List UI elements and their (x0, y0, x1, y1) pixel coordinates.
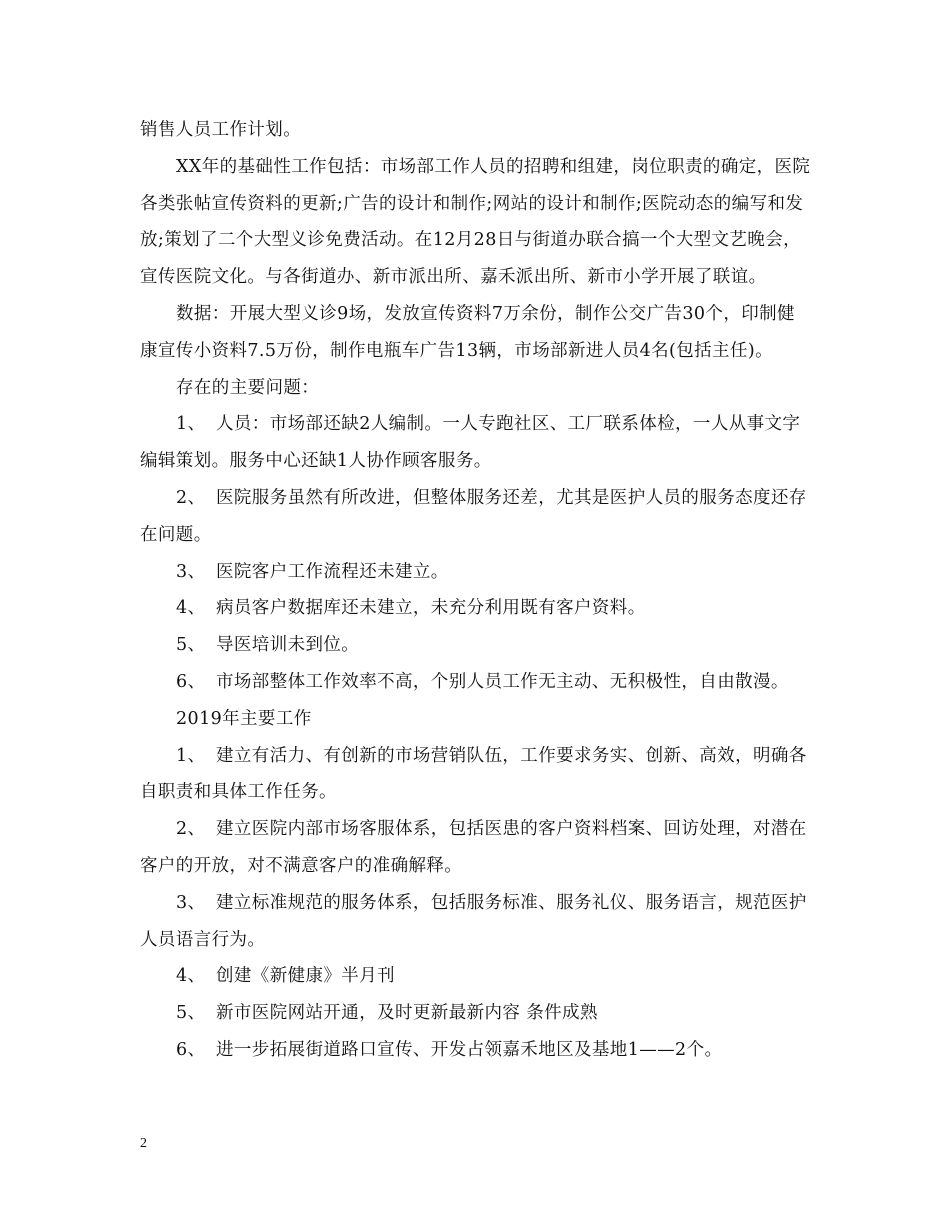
problems-heading: 存在的主要问题： (176, 377, 320, 398)
item-text: 建立标准规范的服务体系，包括服务标准、服务礼仪、服务语言，规范医护人员语言行为。 (140, 892, 807, 950)
work-item (140, 958, 812, 995)
item-text: 进一步拓展街道路口宣传、开发占领嘉禾地区及基地1——2个。 (216, 1039, 723, 1060)
problem-item (140, 554, 812, 591)
work-item (140, 885, 812, 959)
item-text: 病员客户数据库还未建立，未充分利用既有客户资料。 (216, 598, 646, 619)
problem-item (140, 664, 812, 701)
problem-item (140, 480, 812, 554)
item-number: 1、 (176, 414, 206, 435)
lead-line: 销售人员工作计划。 (140, 120, 302, 140)
item-text: 市场部整体工作效率不高，个别人员工作无主动、无积极性，自由散漫。 (216, 671, 789, 692)
item-number: 3、 (176, 892, 206, 913)
item-number: 3、 (176, 561, 206, 582)
work-item (140, 811, 812, 885)
item-number: 2、 (176, 487, 206, 508)
item-number: 6、 (176, 671, 206, 692)
item-number: 5、 (176, 1003, 206, 1024)
problem-item (140, 406, 812, 480)
item-number: 4、 (176, 598, 206, 619)
problem-item (140, 627, 812, 664)
work-item (140, 1032, 812, 1069)
work-heading: 2019年主要工作 (176, 708, 312, 729)
item-text: 医院客户工作流程还未建立。 (216, 561, 449, 582)
work-item (140, 738, 812, 812)
item-number: 6、 (176, 1039, 206, 1060)
paragraph-data: 数据：开展大型义诊9场，发放宣传资料7万余份，制作公交广告30个，印制健康宣传小资料7.5万份，制作电瓶车广告13辆，市场部新进人员4名(包括主任)。 (140, 303, 795, 361)
item-number: 2、 (176, 819, 206, 840)
work-item (140, 995, 812, 1032)
item-text: 创建《新健康》半月刊 (216, 966, 395, 987)
item-text: 医院服务虽然有所改进，但整体服务还差，尤其是医护人员的服务态度还存在问题。 (140, 487, 807, 545)
item-text: 建立医院内部市场客服体系，包括医患的客户资料档案、回访处理，对潜在客户的开放，对不满意客户的准确解释。 (140, 819, 807, 876)
page-number: 2 (140, 1136, 147, 1151)
problem-item (140, 590, 812, 627)
item-text: 建立有活力、有创新的市场营销队伍，工作要求务实、创新、高效，明确各自职责和具体工作任务。 (140, 745, 807, 803)
item-number: 5、 (176, 635, 206, 656)
item-text: 新市医院网站开通，及时更新最新内容 条件成熟 (216, 1003, 598, 1024)
document-body (140, 112, 812, 1069)
item-text: 导医培训未到位。 (216, 635, 360, 656)
item-text: 人员：市场部还缺2人编制。一人专跑社区、工厂联系体检，一人从事文字编辑策划。服务中心还缺1人协作顾客服务。 (140, 414, 801, 472)
paragraph-basic-work: XX年的基础性工作包括：市场部工作人员的招聘和组建，岗位职责的确定，医院各类张帖宣传资料的更新;广告的设计和制作;网站的设计和制作;医院动态的编写和发放;策划了二个大型义诊免费活动。在12月28日与街道办联合搞一个大型文艺晚会，宣传医院文化。与各街道办、新市派出所、嘉禾派出所、新市小学开展了联谊。 (140, 156, 811, 288)
item-number: 1、 (176, 745, 206, 766)
item-number: 4、 (176, 966, 206, 987)
